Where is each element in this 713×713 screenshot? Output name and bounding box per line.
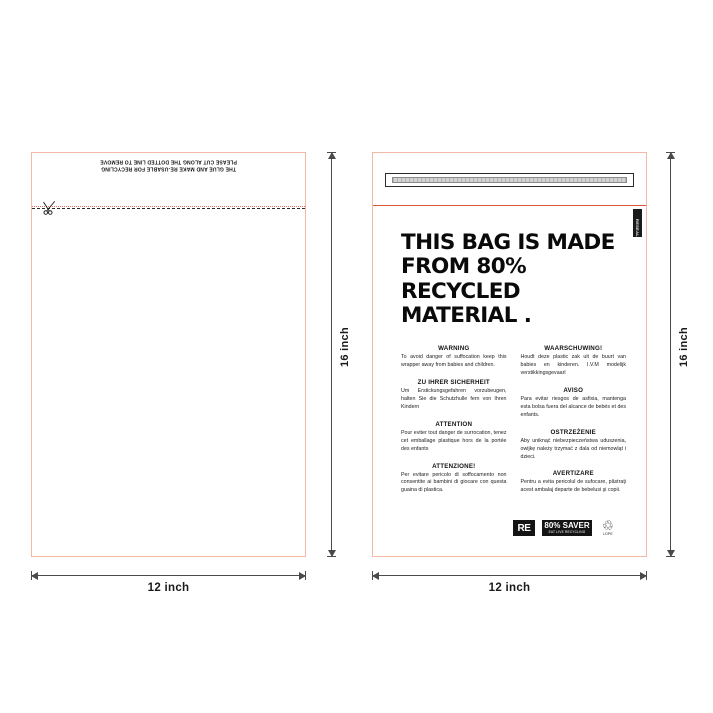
warning-body: Per evitare pericolo di soffocamento non consentite ai bambini di giocare con questa guaina di plastica. [401,471,507,494]
warning-title: AVISO [563,386,584,394]
warning-title: WARNING [438,345,470,352]
saver-logo-title: 80% SAVER [544,521,590,531]
warning-block [401,421,507,454]
warning-column-right [521,345,627,504]
flap-fold-line [373,205,646,206]
recycle-mark [599,519,617,536]
left-height-label: 16 inch [339,327,351,368]
perforation-accent-line [32,206,305,207]
right-width-label: 12 inch [488,582,531,594]
left-width-dimension-line [31,575,306,576]
recycled-headline: THIS BAG IS MADE FROM 80% RECYCLED MATERIAL . [401,230,615,328]
warning-title: AVERTIZARE [552,470,594,478]
warning-body: Para evitar riesgos de asfixia, mantenga esta bolsa fuera del alcance de bebés et des enfants. [520,395,626,418]
warning-body: Pour eviter tout danger de surrocation, tenez cet emballage plastique hors de la portée des enfants [401,429,507,452]
warning-body: Houdt deze plastic zak uit de buurt van babies en kinderen. I.V.M modelijk verstikkingsgevaarl [520,354,626,376]
lip-instruction-text [32,157,305,172]
warning-title: OSTRZEŻENIE [550,428,596,436]
warning-body: To avoid danger of suffocation keep this wrapper away from babies and children. [401,354,507,368]
bag-front-view [372,152,647,557]
dim-arrow-up [328,152,336,159]
bag-back-view [31,152,306,557]
dim-arrow-down [328,550,336,557]
resealable-zip-strip [385,173,634,187]
left-height-dimension-line [331,152,332,557]
dim-arrow-right [640,572,647,580]
warning-title: WAARSCHUWING! [544,345,603,352]
re-logo: RE [513,520,535,536]
warning-block [521,470,627,495]
warning-block [521,429,627,462]
warning-block [521,387,627,420]
lip-instruction-line-2: THE GLUE AND MAKE RE-USABLE FOR RECYCLING [101,165,236,172]
left-width-label: 12 inch [147,582,190,594]
saver-logo-subtitle: EAT LIVE RECYCLING [548,530,586,535]
recycle-material-label: LDPE [603,532,613,536]
warning-block [401,379,507,412]
warning-title: ATTENZIONE! [432,462,476,470]
warning-body: Pentru a evita pericolul de sufocare, păstraţi acest ambalaj departe de bebelusi şi copii. [520,479,626,494]
zip-ticks [393,178,626,182]
dim-arrow-right [299,572,306,580]
right-height-label: 16 inch [678,327,690,368]
warning-block [401,345,507,370]
scissors-icon [42,199,60,217]
warning-body: Um Erstickungsgefahren vorzubeugen, halten Sie die Schutzhulle fern von Ihren Kindern [401,387,507,410]
lip-instruction-line-1: PLEASE CUT ALONG THE DOTTED LINE TO REMOVE [100,158,237,165]
saver-logo [542,520,592,536]
warning-body: Aby uniknąć niebezpieczeństwa uduszenia, owijkę należy trzymać z dala od niemowląt i dzieci. [520,437,626,460]
warning-title: ZU IHRER SICHERHEIT [417,378,490,386]
perforation-dashed-line [32,208,305,209]
zip-inner-band [392,177,627,183]
dim-arrow-left [31,572,38,580]
dim-arrow-up [667,152,675,159]
right-width-dimension-line [372,575,647,576]
logo-row [513,519,617,536]
recycle-icon: ♲ [602,518,614,533]
side-tab-label: RESEALABLE [635,219,640,250]
warning-title: ATTENTION [435,420,473,428]
right-height-dimension-line [670,152,671,557]
resealable-side-tab [633,209,642,250]
warning-columns [401,345,626,504]
warning-block [401,463,507,496]
warning-block [521,345,627,378]
dim-arrow-down [667,550,675,557]
dim-arrow-left [372,572,379,580]
warning-column-left [401,345,507,504]
